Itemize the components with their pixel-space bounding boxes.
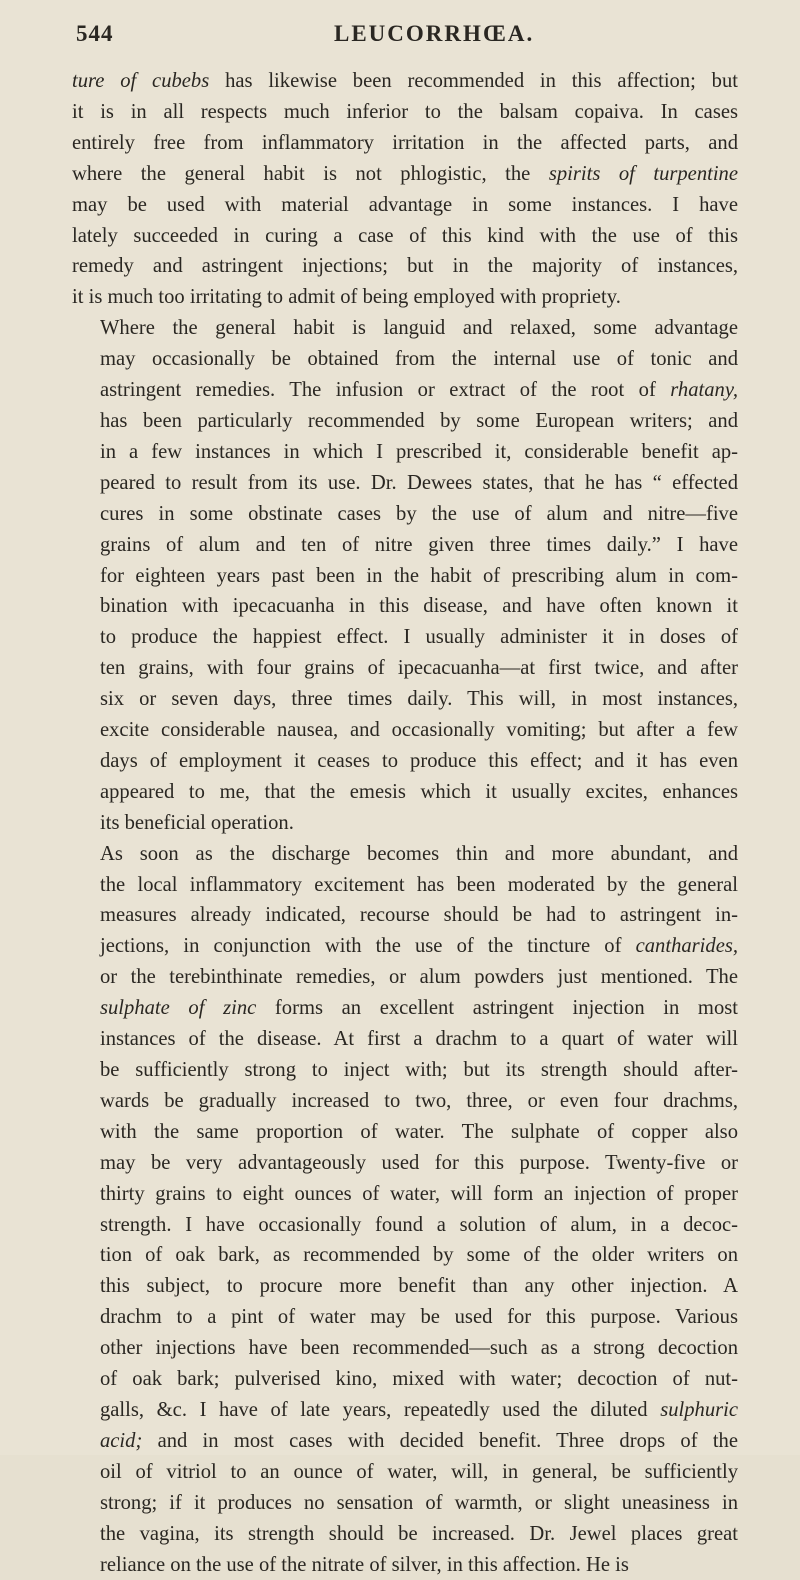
text-line [72,561,738,592]
text-line [72,653,738,684]
text-segment: six or seven days, three times daily. This will, in most instances, [100,688,738,710]
text-line [72,808,738,839]
text-line [72,1210,738,1241]
text-line [72,931,738,962]
text-line [72,1488,738,1519]
body-text [72,66,738,1580]
text-segment: has likewise been recommended in this affection; but [209,70,738,92]
text-line [72,1519,738,1550]
text-line [72,282,738,313]
text-segment: forms an excellent astringent injection in most [256,997,738,1019]
text-line [72,746,738,777]
text-segment: the vagina, its strength should be increased. Dr. Jewel places great [100,1523,738,1545]
text-line [72,499,738,530]
text-segment: may occasionally be obtained from the internal use of tonic and [100,348,738,370]
text-segment: be sufficiently strong to inject with; but its strength should after- [100,1059,738,1081]
text-segment: the local inflammatory excitement has been moderated by the general [100,874,738,896]
text-line [72,777,738,808]
text-line [72,344,738,375]
text-line [72,870,738,901]
text-line [72,1333,738,1364]
text-segment: where the general habit is not phlogistic, the [72,163,549,185]
text-line [72,1148,738,1179]
text-line [72,622,738,653]
running-head [72,12,738,54]
text-segment: other injections have been recommended—such as a strong decoction [100,1337,738,1359]
text-segment: it is much too irritating to admit of being employed with propriety. [72,286,621,308]
text-line [72,993,738,1024]
text-line [72,530,738,561]
text-segment: galls, &c. I have of late years, repeatedly used the diluted [100,1399,660,1421]
text-segment: cures in some obstinate cases by the use of alum and nitre—five [100,503,738,525]
text-line [72,1457,738,1488]
text-line [72,1117,738,1148]
text-line [72,684,738,715]
text-line [72,1302,738,1333]
text-line [72,221,738,252]
text-line [72,1240,738,1271]
text-segment: for eighteen years past been in the habit of prescribing alum in com- [100,565,738,587]
text-segment: instances of the disease. At first a drachm to a quart of water will [100,1028,738,1050]
text-segment: of oak bark; pulverised kino, mixed with water; decoction of nut- [100,1368,738,1390]
text-segment: may be very advantageously used for this purpose. Twenty-five or [100,1152,738,1174]
text-segment: astringent remedies. The infusion or extract of the root of [100,379,670,401]
text-line [72,1271,738,1302]
text-line [72,97,738,128]
text-segment: wards be gradually increased to two, three, or even four drachms, [100,1090,738,1112]
text-line [72,715,738,746]
text-line [72,406,738,437]
text-segment: tion of oak bark, as recommended by some of the older writers on [100,1244,738,1266]
text-segment: As soon as the discharge becomes thin and more abundant, and [100,843,738,865]
text-segment: to produce the happiest effect. I usually administer it in doses of [100,626,738,648]
text-segment: has been particularly recommended by some European writers; and [100,410,738,432]
text-segment: lately succeeded in curing a case of this kind with the use of this [72,225,738,247]
text-segment: bination with ipecacuanha in this disease, and have often known it [100,595,738,617]
text-line [72,468,738,499]
italic-term: spirits of turpentine [549,163,738,185]
text-segment: in a few instances in which I prescribed it, considerable benefit ap- [100,441,738,463]
text-segment: and in most cases with decided benefit. Three drops of the [142,1430,738,1452]
text-segment: oil of vitriol to an ounce of water, will, in general, be sufficiently [100,1461,738,1483]
italic-term: cantharides, [636,935,738,957]
italic-term: sulphuric [660,1399,738,1421]
text-line [72,1024,738,1055]
text-segment: with the same proportion of water. The sulphate of copper also [100,1121,738,1143]
text-line [72,1086,738,1117]
text-line [72,313,738,344]
text-segment: strength. I have occasionally found a solution of alum, in a decoc- [100,1214,738,1236]
text-line [72,251,738,282]
text-line [72,962,738,993]
text-line [72,190,738,221]
text-segment: thirty grains to eight ounces of water, will form an injection of proper [100,1183,738,1205]
text-segment: ten grains, with four grains of ipecacuanha—at first twice, and after [100,657,738,679]
text-line [72,1550,738,1580]
text-segment: appeared to me, that the emesis which it usually excites, enhances [100,781,738,803]
text-line [72,1179,738,1210]
text-segment: remedy and astringent injections; but in the majority of instances, [72,255,738,277]
text-line [72,159,738,190]
text-segment: or the terebinthinate remedies, or alum powders just mentioned. The [100,966,738,988]
text-line [72,900,738,931]
paragraph [72,839,738,1580]
text-line [72,128,738,159]
italic-term: rhatany, [670,379,738,401]
text-line [72,375,738,406]
text-line [72,1395,738,1426]
text-line [72,437,738,468]
text-segment: grains of alum and ten of nitre given three times daily.” I have [100,534,738,556]
paragraph [72,66,738,313]
text-segment: excite considerable nausea, and occasionally vomiting; but after a few [100,719,738,741]
text-segment: may be used with material advantage in some instances. I have [72,194,738,216]
text-segment: strong; if it produces no sensation of warmth, or slight uneasiness in [100,1492,738,1514]
paragraph [72,313,738,838]
text-line [72,1426,738,1457]
running-title: LEUCORRHŒA. [334,21,534,47]
text-segment: this subject, to procure more benefit than any other injection. A [100,1275,738,1297]
text-line [72,591,738,622]
text-segment: measures already indicated, recourse should be had to astringent in- [100,904,738,926]
text-line [72,66,738,97]
page-number: 544 [76,21,114,47]
text-segment: peared to result from its use. Dr. Dewees states, that he has “ effected [100,472,738,494]
text-segment: its beneficial operation. [100,812,294,834]
text-segment: Where the general habit is languid and relaxed, some advantage [100,317,738,339]
text-segment: drachm to a pint of water may be used for this purpose. Various [100,1306,738,1328]
text-line [72,1364,738,1395]
text-segment: jections, in conjunction with the use of the tincture of [100,935,636,957]
text-line [72,1055,738,1086]
text-segment: reliance on the use of the nitrate of silver, in this affection. He is [100,1554,629,1576]
text-segment: entirely free from inflammatory irritation in the affected parts, and [72,132,738,154]
text-segment: it is in all respects much inferior to the balsam copaiva. In cases [72,101,738,123]
text-line [72,839,738,870]
text-segment: days of employment it ceases to produce this effect; and it has even [100,750,738,772]
italic-term: acid; [100,1430,142,1452]
italic-term: ture of cubebs [72,70,209,92]
italic-term: sulphate of zinc [100,997,256,1019]
